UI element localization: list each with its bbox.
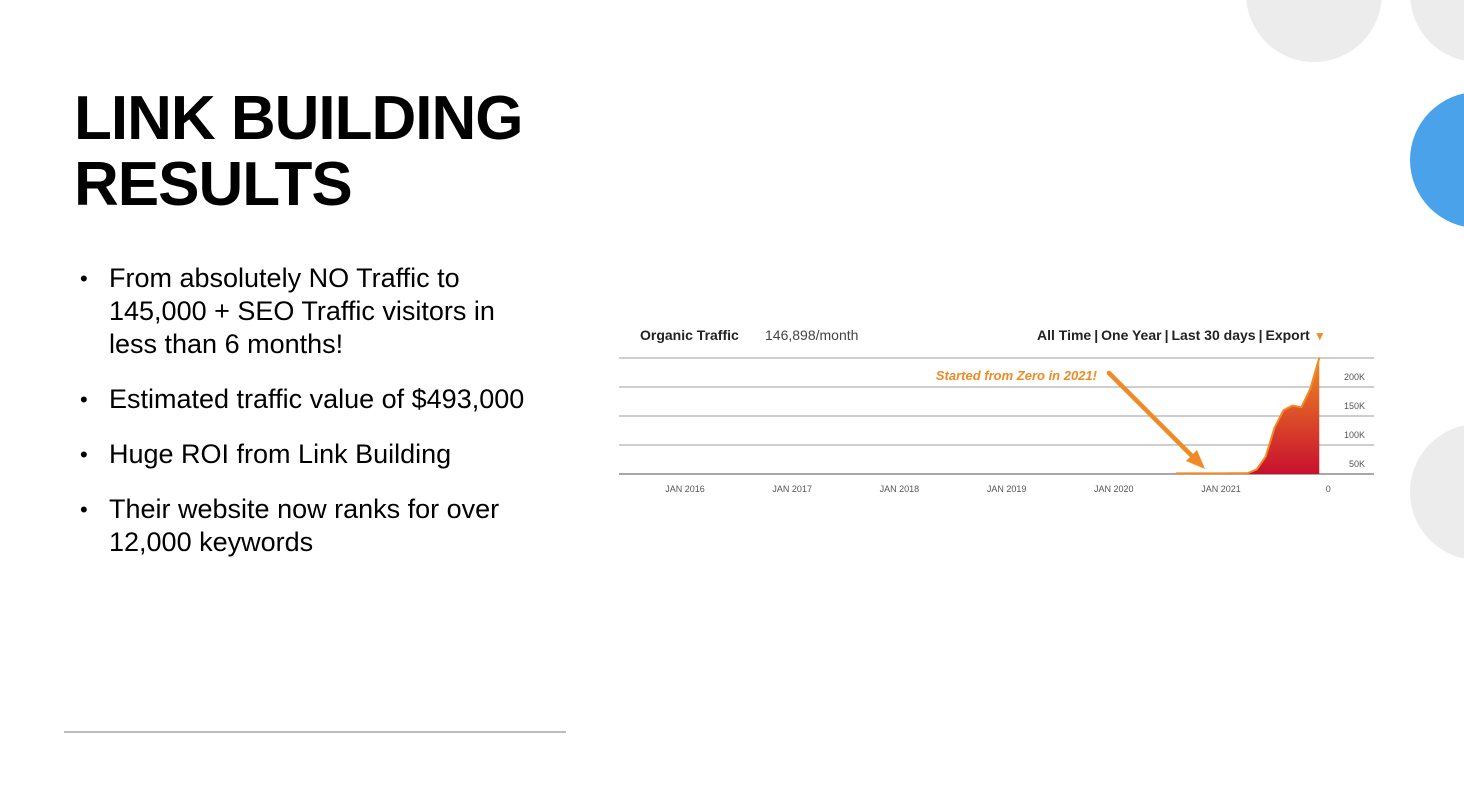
x-tick-label: JAN 2016 (665, 484, 705, 494)
x-tick-label: JAN 2017 (772, 484, 812, 494)
chart-plot (600, 318, 1390, 518)
bullet-dot-icon: • (80, 266, 88, 291)
data-point (1265, 456, 1267, 458)
organic-traffic-chart (600, 318, 1390, 518)
bullet-text: From absolutely NO Traffic to 145,000 + SEO Traffic visitors in less than 6 months! (109, 263, 495, 359)
bullet-text: Huge ROI from Link Building (109, 439, 452, 469)
data-point (1274, 427, 1276, 429)
separator: | (1164, 327, 1169, 343)
bullet-dot-icon: • (80, 387, 88, 412)
decorative-circle-accent (1410, 92, 1464, 228)
range-link-all-time[interactable]: All Time (1037, 327, 1092, 343)
caret-down-icon[interactable]: ▼ (1313, 329, 1326, 343)
data-point (1292, 405, 1294, 407)
data-point (1301, 407, 1303, 409)
range-link-one-year[interactable]: One Year (1101, 327, 1162, 343)
y-tick-label: 150K (1343, 401, 1365, 411)
y-tick-label: 200K (1343, 372, 1365, 382)
bullet-dot-icon: • (80, 497, 88, 522)
data-point (1283, 409, 1285, 411)
range-link-last-30-days[interactable]: Last 30 days (1171, 327, 1256, 343)
data-point (1256, 469, 1258, 471)
annotation-text: Started from Zero in 2021! (935, 368, 1097, 383)
decorative-circle (1410, 0, 1464, 62)
x-tick-label: JAN 2019 (986, 484, 1027, 494)
data-point (1318, 357, 1320, 359)
slide-title-line-2: RESULTS (74, 150, 352, 219)
export-link[interactable]: Export (1265, 327, 1310, 343)
separator: | (1094, 327, 1099, 343)
bullet-list (78, 262, 548, 581)
x-tick-label: JAN 2021 (1201, 484, 1241, 494)
traffic-value: 146,898/month (765, 327, 859, 343)
y-tick-label: 100K (1343, 430, 1365, 440)
bullet-item (78, 383, 548, 416)
data-point (1310, 388, 1312, 390)
x-tick-label: JAN 2020 (1094, 484, 1134, 494)
bullet-item (78, 262, 548, 361)
bullet-text: Estimated traffic value of $493,000 (109, 384, 525, 414)
y-tick-label: 50K (1348, 459, 1365, 469)
separator: | (1258, 327, 1263, 343)
data-point (1220, 473, 1222, 475)
traffic-label: Organic Traffic (640, 327, 739, 343)
annotation-arrow (1109, 373, 1197, 461)
decorative-circle (1246, 0, 1382, 62)
slide-title-line-1: LINK BUILDING (74, 84, 523, 153)
slide-title (74, 86, 594, 218)
bullet-dot-icon: • (80, 442, 88, 467)
bullet-text: Their website now ranks for over 12,000 keywords (109, 494, 500, 557)
data-point (1176, 473, 1178, 475)
bullet-item (78, 493, 548, 559)
decorative-circle (1410, 424, 1464, 560)
x-tick-label: 0 (1325, 484, 1331, 494)
footer-divider (64, 731, 566, 733)
x-tick-label: JAN 2018 (879, 484, 920, 494)
data-point (1247, 472, 1249, 474)
bullet-item (78, 438, 548, 471)
